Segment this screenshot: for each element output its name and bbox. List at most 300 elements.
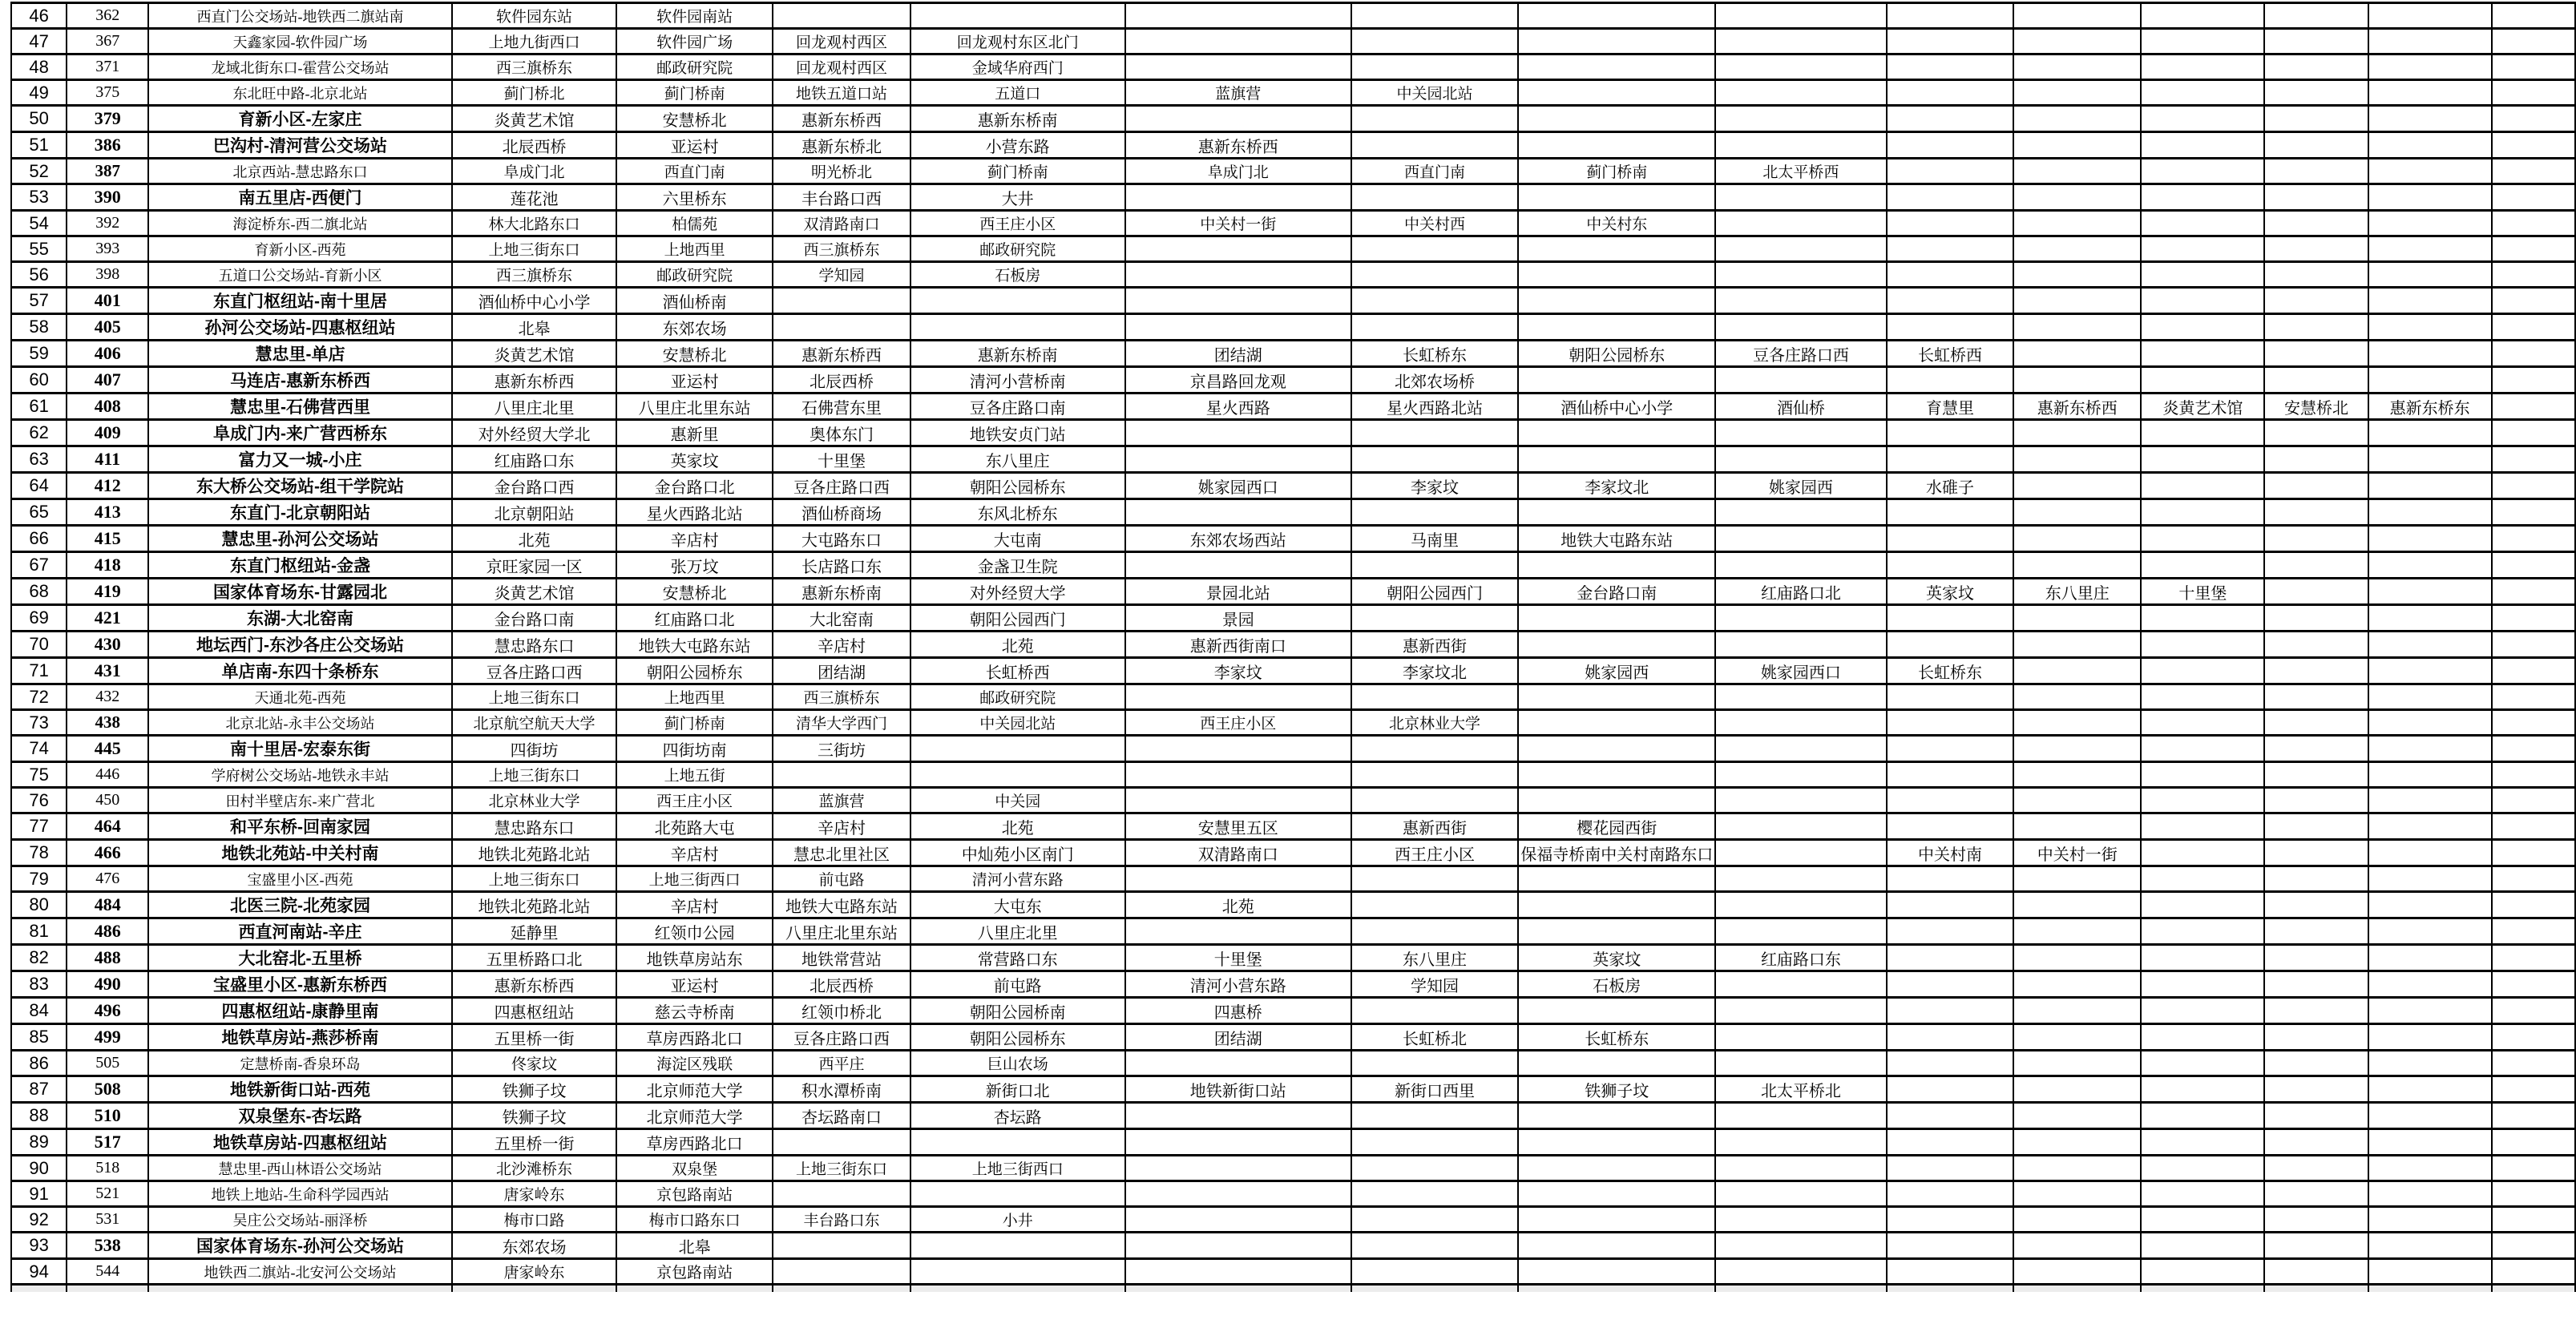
stop-cell[interactable] — [2141, 840, 2264, 866]
stop-cell[interactable] — [2492, 236, 2575, 262]
stop-cell[interactable]: 惠新东桥西 — [452, 971, 616, 998]
stop-cell[interactable]: 京昌路回龙观 — [1125, 367, 1351, 394]
row-index-cell[interactable]: 89 — [11, 1129, 67, 1156]
stop-cell[interactable]: 酒仙桥 — [1715, 394, 1886, 420]
stop-cell[interactable] — [2264, 684, 2368, 710]
stop-cell[interactable]: 西直门南 — [1351, 159, 1518, 184]
stop-cell[interactable] — [2492, 1103, 2575, 1129]
stop-cell[interactable] — [2492, 971, 2575, 998]
route-number-cell[interactable]: 379 — [67, 106, 148, 132]
stop-cell[interactable] — [2141, 866, 2264, 892]
stop-cell[interactable] — [1887, 684, 2014, 710]
stop-cell[interactable] — [2492, 54, 2575, 80]
stop-cell[interactable] — [1351, 1233, 1518, 1259]
stop-cell[interactable] — [1715, 1259, 1886, 1285]
stop-cell[interactable]: 蓟门桥北 — [452, 80, 616, 106]
stop-cell[interactable] — [1887, 892, 2014, 918]
route-name-cell[interactable]: 海淀桥东-西二旗北站 — [148, 211, 452, 236]
stop-cell[interactable] — [1887, 813, 2014, 840]
stop-cell[interactable]: 金台路口南 — [452, 605, 616, 632]
stop-cell[interactable]: 北京师范大学 — [616, 1103, 773, 1129]
stop-cell[interactable] — [1518, 892, 1715, 918]
stop-cell[interactable] — [2013, 1259, 2141, 1285]
stop-cell[interactable]: 朝阳公园西门 — [1351, 579, 1518, 605]
stop-cell[interactable] — [2013, 552, 2141, 579]
row-index-cell[interactable]: 54 — [11, 211, 67, 236]
stop-cell[interactable] — [2141, 1024, 2264, 1051]
stop-cell[interactable] — [1125, 552, 1351, 579]
stop-cell[interactable] — [2368, 1233, 2492, 1259]
stop-cell[interactable] — [910, 1259, 1125, 1285]
stop-cell[interactable]: 草房西路北口 — [616, 1024, 773, 1051]
stop-cell[interactable]: 姚家园西口 — [1715, 658, 1886, 684]
stop-cell[interactable] — [2492, 106, 2575, 132]
stop-cell[interactable] — [2141, 54, 2264, 80]
stop-cell[interactable]: 亚运村 — [616, 367, 773, 394]
stop-cell[interactable] — [2013, 998, 2141, 1024]
stop-cell[interactable] — [2492, 80, 2575, 106]
stop-cell[interactable] — [2141, 552, 2264, 579]
stop-cell[interactable] — [2368, 29, 2492, 54]
stop-cell[interactable]: 中关园北站 — [1351, 80, 1518, 106]
stop-cell[interactable] — [2141, 341, 2264, 367]
stop-cell[interactable]: 育慧里 — [1887, 394, 2014, 420]
row-index-cell[interactable]: 78 — [11, 840, 67, 866]
stop-cell[interactable] — [2264, 1233, 2368, 1259]
stop-cell[interactable]: 四街坊 — [452, 736, 616, 762]
row-index-cell[interactable]: 63 — [11, 446, 67, 473]
stop-cell[interactable] — [1715, 1233, 1886, 1259]
stop-cell[interactable] — [1715, 892, 1886, 918]
stop-cell[interactable] — [2368, 446, 2492, 473]
stop-cell[interactable] — [1351, 236, 1518, 262]
stop-cell[interactable] — [2368, 159, 2492, 184]
route-number-cell[interactable]: 431 — [67, 658, 148, 684]
row-index-cell[interactable]: 46 — [11, 3, 67, 29]
stop-cell[interactable]: 草房西路北口 — [616, 1129, 773, 1156]
stop-cell[interactable] — [1518, 367, 1715, 394]
stop-cell[interactable] — [2264, 552, 2368, 579]
route-number-cell[interactable]: 408 — [67, 394, 148, 420]
stop-cell[interactable] — [1125, 1051, 1351, 1076]
stop-cell[interactable]: 上地三街东口 — [452, 866, 616, 892]
stop-cell[interactable] — [1715, 288, 1886, 314]
stop-cell[interactable] — [2264, 1156, 2368, 1181]
stop-cell[interactable]: 西三旗桥东 — [773, 684, 910, 710]
stop-cell[interactable] — [2368, 866, 2492, 892]
stop-cell[interactable] — [2141, 998, 2264, 1024]
stop-cell[interactable] — [2264, 1207, 2368, 1233]
route-number-cell[interactable]: 413 — [67, 499, 148, 526]
row-index-cell[interactable]: 90 — [11, 1156, 67, 1181]
stop-cell[interactable] — [2013, 1051, 2141, 1076]
route-number-cell[interactable]: 464 — [67, 813, 148, 840]
stop-cell[interactable] — [1125, 184, 1351, 211]
route-name-cell[interactable]: 宝盛里小区-惠新东桥西 — [148, 971, 452, 998]
stop-cell[interactable] — [1715, 710, 1886, 736]
stop-cell[interactable] — [2013, 971, 2141, 998]
stop-cell[interactable] — [1887, 211, 2014, 236]
stop-cell[interactable] — [2141, 3, 2264, 29]
stop-cell[interactable] — [2264, 1129, 2368, 1156]
stop-cell[interactable]: 惠新东桥北 — [773, 132, 910, 159]
stop-cell[interactable]: 团结湖 — [1125, 1024, 1351, 1051]
stop-cell[interactable]: 清河小营东路 — [1125, 971, 1351, 998]
stop-cell[interactable]: 朝阳公园桥东 — [1518, 341, 1715, 367]
stop-cell[interactable] — [2013, 132, 2141, 159]
stop-cell[interactable] — [2141, 788, 2264, 813]
stop-cell[interactable]: 炎黄艺术馆 — [2141, 394, 2264, 420]
stop-cell[interactable] — [2492, 945, 2575, 971]
stop-cell[interactable] — [2141, 236, 2264, 262]
stop-cell[interactable] — [2492, 159, 2575, 184]
stop-cell[interactable]: 小井 — [910, 1207, 1125, 1233]
stop-cell[interactable]: 辛店村 — [616, 840, 773, 866]
stop-cell[interactable] — [1715, 3, 1886, 29]
stop-cell[interactable]: 软件园广场 — [616, 29, 773, 54]
stop-cell[interactable]: 东八里庄 — [2013, 579, 2141, 605]
stop-cell[interactable] — [773, 762, 910, 788]
stop-cell[interactable] — [1125, 1103, 1351, 1129]
row-index-cell[interactable]: 49 — [11, 80, 67, 106]
stop-cell[interactable] — [2492, 552, 2575, 579]
route-name-cell[interactable]: 东湖-大北窑南 — [148, 605, 452, 632]
stop-cell[interactable]: 西王庄小区 — [1125, 710, 1351, 736]
stop-cell[interactable]: 梅市口路东口 — [616, 1207, 773, 1233]
route-name-cell[interactable]: 双泉堡东-杏坛路 — [148, 1103, 452, 1129]
route-number-cell[interactable]: 486 — [67, 918, 148, 945]
stop-cell[interactable] — [2492, 918, 2575, 945]
stop-cell[interactable] — [2013, 736, 2141, 762]
stop-cell[interactable]: 姚家园西 — [1715, 473, 1886, 499]
stop-cell[interactable] — [2141, 80, 2264, 106]
stop-cell[interactable] — [2492, 184, 2575, 211]
stop-cell[interactable]: 北京航空航天大学 — [452, 710, 616, 736]
stop-cell[interactable] — [1715, 736, 1886, 762]
stop-cell[interactable] — [1715, 367, 1886, 394]
stop-cell[interactable] — [2013, 658, 2141, 684]
route-number-cell[interactable]: 398 — [67, 262, 148, 288]
stop-cell[interactable] — [1518, 3, 1715, 29]
stop-cell[interactable]: 金台路口西 — [452, 473, 616, 499]
stop-cell[interactable]: 大屯南 — [910, 526, 1125, 552]
stop-cell[interactable] — [1351, 29, 1518, 54]
stop-cell[interactable]: 东郊农场 — [452, 1233, 616, 1259]
stop-cell[interactable]: 金台路口北 — [616, 473, 773, 499]
stop-cell[interactable] — [2264, 918, 2368, 945]
stop-cell[interactable] — [910, 1181, 1125, 1207]
stop-cell[interactable] — [2141, 262, 2264, 288]
stop-cell[interactable]: 中关村一街 — [2013, 840, 2141, 866]
stop-cell[interactable] — [2492, 840, 2575, 866]
stop-cell[interactable] — [1715, 788, 1886, 813]
stop-cell[interactable] — [2013, 3, 2141, 29]
stop-cell[interactable] — [1125, 1233, 1351, 1259]
stop-cell[interactable]: 林大北路东口 — [452, 211, 616, 236]
stop-cell[interactable] — [1351, 998, 1518, 1024]
stop-cell[interactable]: 上地三街东口 — [452, 684, 616, 710]
stop-cell[interactable] — [1715, 1024, 1886, 1051]
stop-cell[interactable]: 上地三街西口 — [910, 1156, 1125, 1181]
route-number-cell[interactable]: 505 — [67, 1051, 148, 1076]
stop-cell[interactable] — [2013, 866, 2141, 892]
stop-cell[interactable] — [2013, 420, 2141, 446]
route-name-cell[interactable]: 北京北站-永丰公交场站 — [148, 710, 452, 736]
stop-cell[interactable] — [2368, 971, 2492, 998]
stop-cell[interactable] — [1351, 446, 1518, 473]
stop-cell[interactable]: 慧忠北里社区 — [773, 840, 910, 866]
route-name-cell[interactable]: 地铁新街口站-西苑 — [148, 1076, 452, 1103]
stop-cell[interactable] — [2264, 1024, 2368, 1051]
stop-cell[interactable] — [2368, 1181, 2492, 1207]
row-index-cell[interactable]: 70 — [11, 632, 67, 658]
stop-cell[interactable]: 北京朝阳站 — [452, 499, 616, 526]
route-name-cell[interactable]: 东直门枢纽站-金盏 — [148, 552, 452, 579]
route-name-cell[interactable]: 东大桥公交场站-组干学院站 — [148, 473, 452, 499]
stop-cell[interactable]: 柏儒苑 — [616, 211, 773, 236]
stop-cell[interactable]: 杏坛路南口 — [773, 1103, 910, 1129]
stop-cell[interactable] — [2368, 262, 2492, 288]
stop-cell[interactable] — [773, 1181, 910, 1207]
stop-cell[interactable]: 清河小营东路 — [910, 866, 1125, 892]
route-number-cell[interactable]: 393 — [67, 236, 148, 262]
stop-cell[interactable] — [910, 1129, 1125, 1156]
stop-cell[interactable] — [2141, 1051, 2264, 1076]
stop-cell[interactable] — [2492, 579, 2575, 605]
stop-cell[interactable]: 四街坊南 — [616, 736, 773, 762]
row-index-cell[interactable]: 81 — [11, 918, 67, 945]
stop-cell[interactable] — [2492, 1207, 2575, 1233]
stop-cell[interactable] — [2368, 632, 2492, 658]
row-index-cell[interactable]: 73 — [11, 710, 67, 736]
stop-cell[interactable] — [2368, 54, 2492, 80]
route-number-cell[interactable]: 419 — [67, 579, 148, 605]
stop-cell[interactable] — [2141, 1076, 2264, 1103]
stop-cell[interactable]: 惠新东桥南 — [910, 341, 1125, 367]
stop-cell[interactable] — [2368, 710, 2492, 736]
stop-cell[interactable]: 水碓子 — [1887, 473, 2014, 499]
route-name-cell[interactable]: 慧忠里-西山林语公交场站 — [148, 1156, 452, 1181]
route-number-cell[interactable]: 392 — [67, 211, 148, 236]
stop-cell[interactable]: 西王庄小区 — [1351, 840, 1518, 866]
stop-cell[interactable]: 十里堡 — [2141, 579, 2264, 605]
route-name-cell[interactable]: 定慧桥南-香泉环岛 — [148, 1051, 452, 1076]
stop-cell[interactable] — [2013, 499, 2141, 526]
stop-cell[interactable] — [1351, 499, 1518, 526]
row-index-cell[interactable]: 56 — [11, 262, 67, 288]
stop-cell[interactable] — [2368, 813, 2492, 840]
stop-cell[interactable] — [1351, 1156, 1518, 1181]
stop-cell[interactable]: 清华大学西门 — [773, 710, 910, 736]
stop-cell[interactable]: 亚运村 — [616, 971, 773, 998]
stop-cell[interactable] — [1518, 1233, 1715, 1259]
stop-cell[interactable] — [2141, 632, 2264, 658]
stop-cell[interactable] — [2013, 1076, 2141, 1103]
stop-cell[interactable] — [1887, 1024, 2014, 1051]
stop-cell[interactable] — [1887, 788, 2014, 813]
stop-cell[interactable] — [2492, 420, 2575, 446]
route-number-cell[interactable]: 415 — [67, 526, 148, 552]
stop-cell[interactable] — [1715, 80, 1886, 106]
stop-cell[interactable]: 清河小营桥南 — [910, 367, 1125, 394]
row-index-cell[interactable]: 55 — [11, 236, 67, 262]
stop-cell[interactable] — [2368, 684, 2492, 710]
stop-cell[interactable]: 三街坊 — [773, 736, 910, 762]
stop-cell[interactable]: 中关村一街 — [1125, 211, 1351, 236]
route-name-cell[interactable]: 北京西站-慧忠路东口 — [148, 159, 452, 184]
stop-cell[interactable] — [2492, 314, 2575, 341]
stop-cell[interactable] — [1125, 314, 1351, 341]
row-index-cell[interactable]: 57 — [11, 288, 67, 314]
stop-cell[interactable]: 回龙观村东区北门 — [910, 29, 1125, 54]
stop-cell[interactable] — [1518, 29, 1715, 54]
stop-cell[interactable] — [2368, 1076, 2492, 1103]
stop-cell[interactable]: 金域华府西门 — [910, 54, 1125, 80]
stop-cell[interactable] — [1887, 1076, 2014, 1103]
stop-cell[interactable] — [2264, 658, 2368, 684]
stop-cell[interactable] — [2013, 341, 2141, 367]
stop-cell[interactable] — [2264, 132, 2368, 159]
stop-cell[interactable]: 惠新东桥西 — [2013, 394, 2141, 420]
route-name-cell[interactable]: 天鑫家园-软件园广场 — [148, 29, 452, 54]
stop-cell[interactable] — [1887, 1259, 2014, 1285]
stop-cell[interactable]: 姚家园西 — [1518, 658, 1715, 684]
stop-cell[interactable] — [1518, 106, 1715, 132]
stop-cell[interactable] — [1887, 736, 2014, 762]
route-number-cell[interactable]: 450 — [67, 788, 148, 813]
stop-cell[interactable] — [2368, 106, 2492, 132]
stop-cell[interactable] — [1715, 840, 1886, 866]
stop-cell[interactable]: 惠新东桥西 — [1125, 132, 1351, 159]
stop-cell[interactable] — [1887, 1051, 2014, 1076]
stop-cell[interactable]: 前屯路 — [773, 866, 910, 892]
stop-cell[interactable] — [1887, 1103, 2014, 1129]
row-index-cell[interactable]: 83 — [11, 971, 67, 998]
stop-cell[interactable] — [2013, 918, 2141, 945]
stop-cell[interactable] — [2141, 184, 2264, 211]
route-number-cell[interactable]: 390 — [67, 184, 148, 211]
stop-cell[interactable] — [910, 288, 1125, 314]
stop-cell[interactable]: 金台路口南 — [1518, 579, 1715, 605]
stop-cell[interactable] — [2492, 29, 2575, 54]
row-index-cell[interactable]: 92 — [11, 1207, 67, 1233]
stop-cell[interactable] — [2141, 1233, 2264, 1259]
stop-cell[interactable]: 地铁安贞门站 — [910, 420, 1125, 446]
stop-cell[interactable] — [2368, 236, 2492, 262]
stop-cell[interactable] — [2492, 1024, 2575, 1051]
stop-cell[interactable]: 东八里庄 — [910, 446, 1125, 473]
stop-cell[interactable] — [2141, 1103, 2264, 1129]
stop-cell[interactable] — [1518, 1181, 1715, 1207]
stop-cell[interactable] — [1887, 288, 2014, 314]
stop-cell[interactable]: 唐家岭东 — [452, 1181, 616, 1207]
stop-cell[interactable]: 上地三街东口 — [452, 236, 616, 262]
route-name-cell[interactable]: 孙河公交场站-四惠枢纽站 — [148, 314, 452, 341]
stop-cell[interactable] — [2368, 605, 2492, 632]
stop-cell[interactable] — [1518, 80, 1715, 106]
stop-cell[interactable] — [1887, 866, 2014, 892]
stop-cell[interactable] — [1518, 1207, 1715, 1233]
route-number-cell[interactable]: 411 — [67, 446, 148, 473]
stop-cell[interactable]: 八里庄北里 — [910, 918, 1125, 945]
stop-cell[interactable]: 西三旗桥东 — [773, 236, 910, 262]
stop-cell[interactable]: 邮政研究院 — [910, 684, 1125, 710]
row-index-cell[interactable]: 53 — [11, 184, 67, 211]
route-name-cell[interactable]: 东直门-北京朝阳站 — [148, 499, 452, 526]
stop-cell[interactable]: 地铁五道口站 — [773, 80, 910, 106]
route-number-cell[interactable]: 418 — [67, 552, 148, 579]
stop-cell[interactable]: 石佛营东里 — [773, 394, 910, 420]
stop-cell[interactable] — [1887, 526, 2014, 552]
stop-cell[interactable]: 炎黄艺术馆 — [452, 106, 616, 132]
stop-cell[interactable]: 石板房 — [1518, 971, 1715, 998]
route-name-cell[interactable]: 育新小区-西苑 — [148, 236, 452, 262]
route-number-cell[interactable]: 421 — [67, 605, 148, 632]
stop-cell[interactable] — [2264, 605, 2368, 632]
route-name-cell[interactable]: 地铁西二旗站-北安河公交场站 — [148, 1259, 452, 1285]
route-name-cell[interactable]: 南五里店-西便门 — [148, 184, 452, 211]
stop-cell[interactable] — [2368, 840, 2492, 866]
route-number-cell[interactable]: 405 — [67, 314, 148, 341]
route-name-cell[interactable]: 吴庄公交场站-丽泽桥 — [148, 1207, 452, 1233]
stop-cell[interactable] — [2492, 3, 2575, 29]
stop-cell[interactable]: 酒仙桥中心小学 — [1518, 394, 1715, 420]
stop-cell[interactable] — [2264, 788, 2368, 813]
stop-cell[interactable] — [2141, 288, 2264, 314]
stop-cell[interactable] — [1715, 813, 1886, 840]
stop-cell[interactable] — [2141, 762, 2264, 788]
stop-cell[interactable] — [2264, 499, 2368, 526]
stop-cell[interactable]: 佟家坟 — [452, 1051, 616, 1076]
stop-cell[interactable]: 阜成门北 — [1125, 159, 1351, 184]
stop-cell[interactable] — [2264, 341, 2368, 367]
stop-cell[interactable] — [2141, 658, 2264, 684]
stop-cell[interactable]: 红庙路口北 — [616, 605, 773, 632]
stop-cell[interactable]: 红领巾桥北 — [773, 998, 910, 1024]
stop-cell[interactable] — [773, 3, 910, 29]
stop-cell[interactable] — [2264, 945, 2368, 971]
stop-cell[interactable]: 安慧里五区 — [1125, 813, 1351, 840]
route-number-cell[interactable]: 510 — [67, 1103, 148, 1129]
route-name-cell[interactable]: 学府树公交场站-地铁永丰站 — [148, 762, 452, 788]
stop-cell[interactable] — [2492, 788, 2575, 813]
stop-cell[interactable]: 樱花园西街 — [1518, 813, 1715, 840]
stop-cell[interactable]: 地铁大屯路东站 — [1518, 526, 1715, 552]
stop-cell[interactable] — [2492, 998, 2575, 1024]
stop-cell[interactable] — [1125, 788, 1351, 813]
stop-cell[interactable] — [2013, 367, 2141, 394]
route-name-cell[interactable]: 南十里居-宏泰东街 — [148, 736, 452, 762]
stop-cell[interactable] — [2264, 1103, 2368, 1129]
stop-cell[interactable] — [1125, 762, 1351, 788]
route-name-cell[interactable]: 西直河南站-辛庄 — [148, 918, 452, 945]
stop-cell[interactable] — [2492, 1129, 2575, 1156]
row-index-cell[interactable]: 77 — [11, 813, 67, 840]
stop-cell[interactable] — [1887, 1156, 2014, 1181]
stop-cell[interactable]: 北辰西桥 — [773, 971, 910, 998]
route-name-cell[interactable]: 地铁北苑站-中关村南 — [148, 840, 452, 866]
row-index-cell[interactable]: 59 — [11, 341, 67, 367]
stop-cell[interactable] — [2368, 288, 2492, 314]
stop-cell[interactable] — [1715, 262, 1886, 288]
stop-cell[interactable]: 星火西路北站 — [616, 499, 773, 526]
stop-cell[interactable] — [1351, 420, 1518, 446]
row-index-cell[interactable]: 80 — [11, 892, 67, 918]
route-name-cell[interactable]: 田村半壁店东-来广营北 — [148, 788, 452, 813]
stop-cell[interactable] — [1518, 446, 1715, 473]
stop-cell[interactable]: 蓟门桥南 — [1518, 159, 1715, 184]
stop-cell[interactable]: 豆各庄路口西 — [773, 1024, 910, 1051]
